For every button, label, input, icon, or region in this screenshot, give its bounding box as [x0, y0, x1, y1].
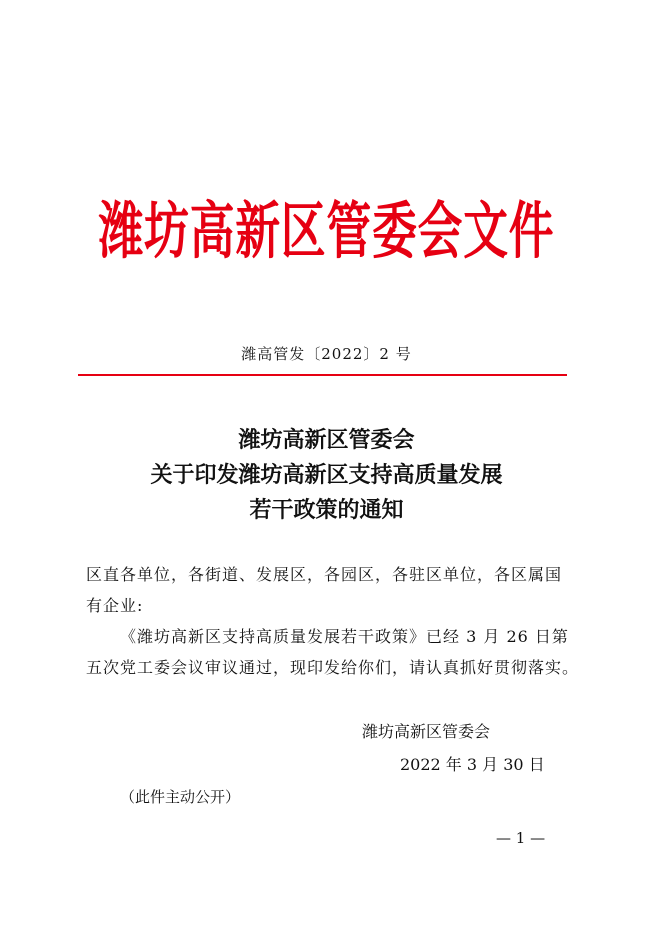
red-divider-line	[78, 374, 567, 376]
signature-organization: 潍坊高新区管委会	[362, 722, 491, 741]
addressee-line-2: 有企业:	[86, 596, 144, 615]
notice-title-line-1: 潍坊高新区管委会	[238, 427, 415, 453]
signature-date: 2022 年 3 月 30 日	[400, 755, 545, 774]
body-paragraph-line-2: 五次党工委会议审议通过，现印发给你们，请认真抓好贯彻落实。	[86, 658, 580, 677]
notice-title-line-3: 若干政策的通知	[249, 497, 404, 523]
addressee-line-1: 区直各单位，各街道、发展区，各园区，各驻区单位，各区属国	[86, 565, 563, 584]
body-paragraph-line-1: 《潍坊高新区支持高质量发展若干政策》已经 3 月 26 日第	[120, 627, 569, 646]
masthead-title: 潍坊高新区管委会文件	[98, 196, 555, 268]
page-number: — 1 —	[496, 829, 546, 847]
notice-title	[0, 423, 653, 528]
document-number: 潍高管发〔2022〕2 号	[241, 345, 412, 363]
disclosure-note: （此件主动公开）	[120, 788, 241, 806]
notice-title-line-2: 关于印发潍坊高新区支持高质量发展	[150, 462, 503, 488]
